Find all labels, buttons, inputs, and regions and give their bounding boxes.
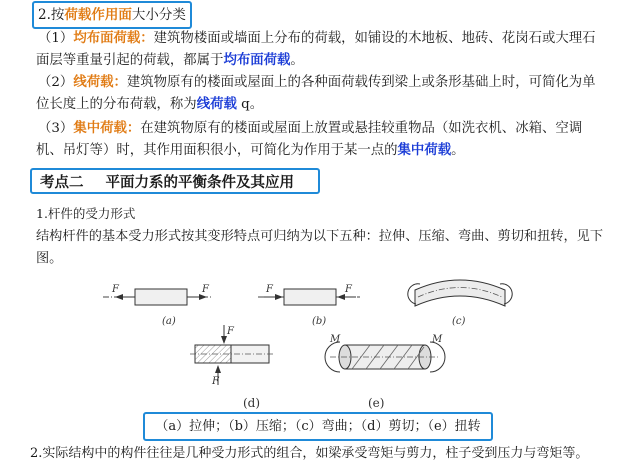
item-emphasis: 集中荷载	[397, 141, 452, 158]
topic-label: 考点二	[40, 174, 84, 191]
item-text: 建筑物楼面或墙面上分布的荷载，如铺设的木地板、地砖、花岗石或大理石面层等重量引起的荷载，都属于	[36, 31, 596, 68]
force-label: F	[266, 284, 273, 295]
item-text: 在建筑物原有的楼面或屋面上放置或悬挂较重物品（如洗衣机、冰箱、空调机、吊灯等）时，其作用面积很小，可简化为作用于某一点的	[36, 121, 583, 158]
item-tail: q。	[236, 96, 264, 112]
bottom-partial-text: 2.实际结构中的构件往往是几种受力形式的组合，如梁承受弯矩与剪力，柱子受到压力与弯矩等。	[30, 446, 589, 461]
item-term: 均布面荷载：	[73, 30, 154, 46]
body-text: 结构杆件的基本受力形式按其变形特点可归纳为以下五种：拉伸、压缩、弯曲、剪切和扭转，见下图。	[36, 229, 604, 266]
heading-prefix: 2.按	[38, 7, 65, 23]
item-emphasis: 线荷载	[196, 95, 237, 112]
item-term: 线荷载：	[73, 74, 127, 90]
fig-d-shear	[190, 325, 275, 385]
fig-label-e: (e)	[368, 396, 385, 410]
topic-heading	[30, 168, 320, 194]
fig-a-tension	[103, 289, 212, 305]
item-uniform-load	[36, 28, 596, 71]
fig-e-torsion	[325, 342, 445, 372]
fig-label-a: (a)	[162, 316, 176, 327]
item-number: （2）	[38, 75, 74, 90]
item-point-load	[36, 118, 596, 161]
force-label: F	[202, 284, 209, 295]
force-label: F	[227, 326, 234, 337]
heading-highlight: 荷载作用面	[64, 7, 132, 23]
force-label: F	[212, 376, 219, 387]
item-tail: 。	[451, 142, 465, 158]
topic-title: 平面力系的平衡条件及其应用	[105, 174, 294, 191]
force-label: F	[112, 284, 119, 295]
fig-b-compression	[258, 289, 360, 305]
section-heading	[32, 1, 192, 29]
item-number: （3）	[38, 121, 74, 136]
fig-label-d: (d)	[243, 396, 261, 410]
item-term: 集中荷载：	[73, 120, 141, 136]
fig-label-b: (b)	[312, 316, 327, 327]
subheading: 1.杆件的受力形式	[36, 206, 136, 221]
item-tail: 。	[290, 52, 304, 68]
item-text: 建筑物原有的楼面或屋面上的各种面荷载传到梁上或条形基础上时，可简化为单位长度上的分布荷载，称为	[36, 75, 596, 112]
figure-caption: （a）拉伸；（b）压缩；（c）弯曲；（d）剪切；（e）扭转	[143, 412, 493, 441]
fig-label-c: (c)	[452, 316, 466, 327]
moment-label: M	[330, 334, 341, 345]
heading-suffix: 大小分类	[131, 7, 186, 23]
moment-label: M	[432, 334, 443, 345]
fig-c-bending	[408, 280, 512, 306]
force-label: F	[345, 284, 352, 295]
item-line-load	[36, 72, 596, 115]
item-number: （1）	[38, 31, 74, 46]
item-emphasis: 均布面荷载	[223, 51, 291, 68]
